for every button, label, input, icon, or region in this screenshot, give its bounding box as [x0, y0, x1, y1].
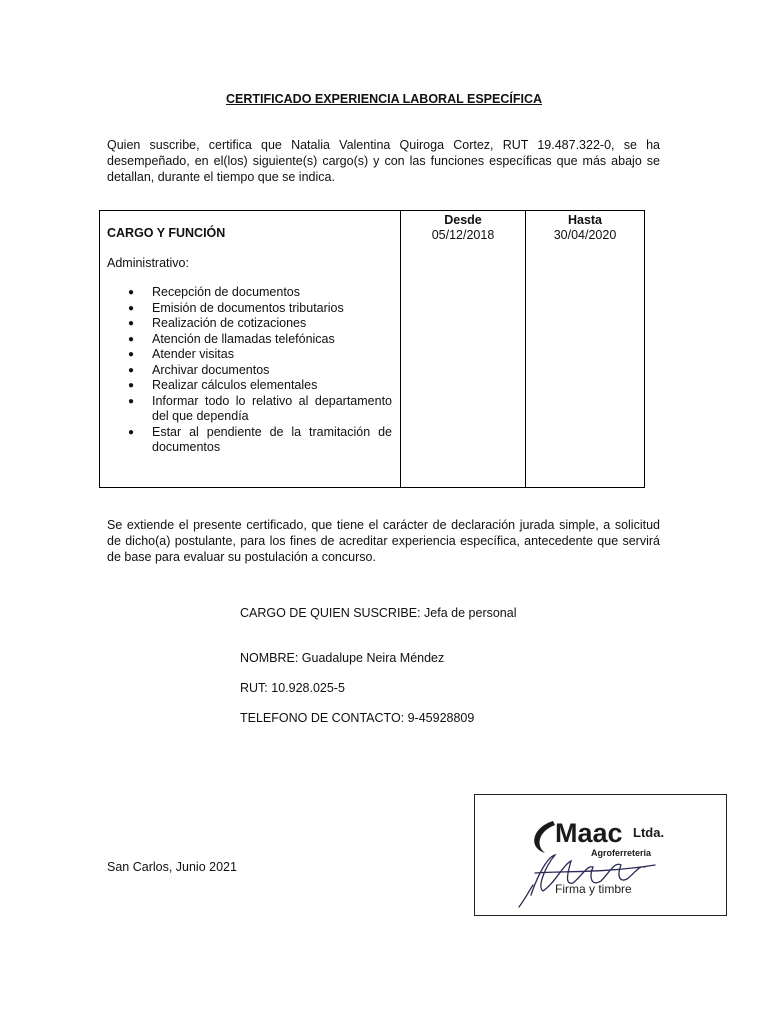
- bullet-icon: ●: [128, 395, 135, 407]
- company-stamp: [474, 794, 727, 916]
- hasta-header: Hasta: [567, 213, 603, 227]
- list-item: ● Emisión de documentos tributarios: [128, 300, 344, 315]
- bullet-icon: ●: [128, 364, 135, 376]
- intro-paragraph: Quien suscribe, certifica que Natalia Valentina Quiroga Cortez, RUT 19.487.322-0, se ha desempeñado, en el(los) siguiente(s) cargo(s) y con las funciones específicas que más abajo se detallan, durante el tiempo que se indica.: [107, 138, 660, 184]
- stamp-label: Firma y timbre: [555, 882, 632, 896]
- list-item: ● Estar al pendiente de la tramitación de documentos: [128, 424, 392, 454]
- bullet-icon: ●: [128, 380, 135, 391]
- stamp-business: Agroferreteria: [591, 848, 652, 858]
- hasta-cell: [526, 211, 645, 488]
- list-item: ● Recepción de documentos: [128, 285, 301, 299]
- desde-header: Desde: [444, 213, 482, 227]
- list-item: ● Archivar documentos: [128, 362, 270, 377]
- closing-paragraph: Se extiende el presente certificado, que tiene el carácter de declaración jurada simple, a solicitud de dicho(a) postulante, para los fines de acreditar experiencia específica, antecedente que servirá de base para evaluar su postulación a concurso.: [107, 518, 660, 564]
- signer-cargo: CARGO DE QUIEN SUSCRIBE: Jefa de personal: [240, 606, 517, 620]
- bullet-icon: ●: [128, 349, 135, 360]
- cargo-cell: [100, 211, 401, 488]
- cargo-table: [99, 210, 645, 488]
- stamp-suffix: Ltda.: [633, 825, 665, 840]
- bullet-icon: ●: [128, 287, 135, 298]
- list-item: ● Atender visitas: [128, 347, 234, 361]
- signer-rut: RUT: 10.928.025-5: [240, 681, 345, 695]
- role-label: Administrativo:: [107, 256, 189, 270]
- list-item: ● Realizar cálculos elementales: [128, 378, 318, 392]
- functions-list: [100, 285, 400, 456]
- stamp-graphic: [475, 795, 726, 915]
- handwritten-signature: [519, 855, 655, 907]
- cargo-header: CARGO Y FUNCIÓN: [107, 226, 226, 240]
- bullet-icon: ●: [128, 318, 135, 329]
- bullet-icon: ●: [128, 333, 135, 345]
- signer-name: NOMBRE: Guadalupe Neira Méndez: [240, 651, 445, 665]
- bullet-icon: ●: [128, 426, 135, 438]
- list-item: ● Informar todo lo relativo al departamento del que dependía: [128, 393, 392, 423]
- stamp-brand: Maac: [555, 818, 623, 848]
- hasta-value: 30/04/2020: [553, 228, 617, 242]
- list-item: ● Atención de llamadas telefónicas: [128, 331, 335, 346]
- list-item: ● Realización de cotizaciones: [128, 316, 307, 330]
- desde-value: 05/12/2018: [431, 228, 495, 242]
- signer-phone: TELEFONO DE CONTACTO: 9-45928809: [240, 711, 475, 725]
- desde-cell: [401, 211, 526, 488]
- bullet-icon: ●: [128, 302, 135, 314]
- logo-swoosh-icon: [534, 821, 555, 853]
- place-date: San Carlos, Junio 2021: [107, 860, 237, 874]
- document-title: CERTIFICADO EXPERIENCIA LABORAL ESPECÍFICA: [226, 92, 542, 106]
